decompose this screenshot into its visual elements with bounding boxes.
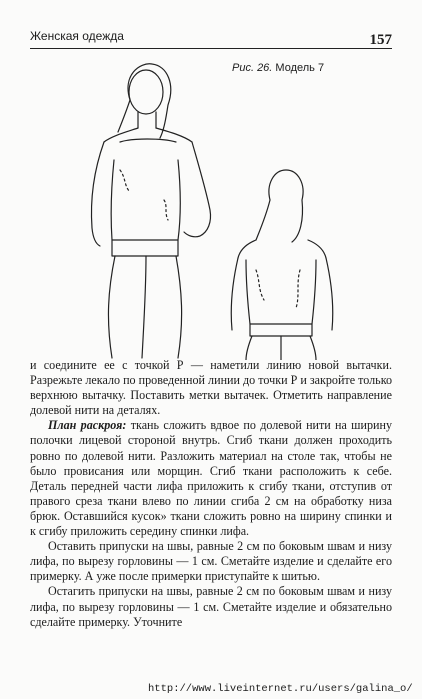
- figure-title: Модель 7: [275, 62, 325, 74]
- page-number: 157: [369, 32, 392, 48]
- paragraph-2: [30, 418, 392, 539]
- paragraph-3: Оставить припуски на швы, равные 2 см по боковым швам и низу лифа, по вырезу горловины — 1 см. Сметайте изделие и сделайте его примерку. А уже после примерки приступайте к шитью.: [30, 539, 392, 584]
- front-figure-drawing: [92, 64, 211, 358]
- back-figure-drawing: [231, 170, 333, 360]
- running-header: [30, 28, 392, 49]
- paragraph-2-lead: План раскроя:: [48, 418, 127, 433]
- paragraph-2-text: ткань сложить вдвое по долевой нити на ширину полочки лицевой стороной внутрь. Сгиб ткани должен проходить ровно по долевой нити. Разложить материал на столе так, чтобы не было провисания или морщин. Сгиб ткани расположить к себе. Деталь передней части лифа приложить к сгибу ткани, отступив от правого среза ткани влево по линии сгиба 2 см на обработку низа брюк. Оставшийся кусок» ткани сложить ровно на ширину спинки и к сгибу приложить середину спинки лифа.: [30, 418, 392, 539]
- source-url: http://www.liveinternet.ru/users/galina_o/: [148, 683, 413, 695]
- fashion-illustration: [60, 60, 405, 360]
- paragraph-1: и соедините ее с точкой Р — наметили линию новой вытачки. Разрежьте лекало по проведенной линии до точки Р и закройте только верхнюю вытачку. Поставить метки вытачек. Отметить направление долевой нити на деталях.: [30, 358, 392, 418]
- section-title: Женская одежда: [30, 29, 124, 43]
- body-text: [30, 358, 392, 630]
- paragraph-4: Остагить припуски на швы, равные 2 см по боковым швам и низу лифа, по вырезу горловины — 1 см. Сметайте изделие и обязательно сделайте примерку. Уточните: [30, 584, 392, 629]
- figure-number: Рис. 26.: [232, 62, 273, 74]
